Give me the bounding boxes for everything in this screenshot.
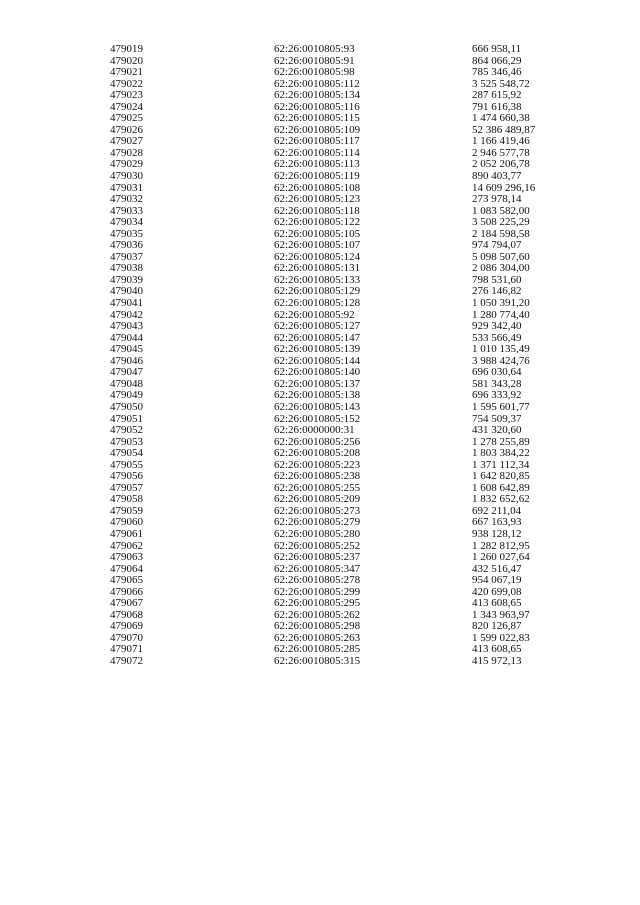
value-cell: 890 403,77 [472,170,522,183]
value-cell: 974 794,07 [472,239,522,252]
row-id-cell: 479039 [110,273,143,286]
row-id-cell: 479054 [110,447,143,460]
value-cell: 1 343 963,97 [472,608,530,621]
cadastral-number-cell: 62:26:0010805:138 [274,389,361,402]
value-cell: 276 146,82 [472,285,522,298]
value-cell: 420 699,08 [472,585,522,598]
cadastral-number-cell: 62:26:0010805:262 [274,608,361,621]
value-cell: 1 599 022,83 [472,631,530,644]
value-cell: 667 163,93 [472,516,522,529]
value-cell: 1 050 391,20 [472,297,530,310]
value-cell: 696 030,64 [472,366,522,379]
row-id-cell: 479031 [110,181,143,194]
cadastral-number-cell: 62:26:0010805:252 [274,539,361,552]
cadastral-number-cell: 62:26:0010805:128 [274,297,361,310]
value-cell: 581 343,28 [472,377,522,390]
value-cell: 929 342,40 [472,320,522,333]
row-id-cell: 479062 [110,539,143,552]
cadastral-number-cell: 62:26:0010805:298 [274,620,361,633]
table-row [110,321,572,333]
cadastral-number-cell: 62:26:0010805:98 [274,66,355,79]
value-cell: 14 609 296,16 [472,181,536,194]
table-row [110,656,572,668]
cadastral-number-cell: 62:26:0010805:263 [274,631,361,644]
value-cell: 1 608 642,89 [472,481,530,494]
table-row [110,402,572,414]
value-cell: 696 333,92 [472,389,522,402]
row-id-cell: 479045 [110,343,143,356]
cadastral-number-cell: 62:26:0010805:112 [274,77,360,90]
value-cell: 1 371 112,34 [472,458,530,471]
row-id-cell: 479071 [110,643,143,656]
cadastral-number-cell: 62:26:0010805:209 [274,493,361,506]
row-id-cell: 479023 [110,89,143,102]
cadastral-number-cell: 62:26:0010805:118 [274,204,360,217]
row-id-cell: 479065 [110,574,143,587]
cadastral-number-cell: 62:26:0000000:31 [274,424,355,437]
cadastral-number-cell: 62:26:0010805:114 [274,146,360,159]
cadastral-number-cell: 62:26:0010805:105 [274,227,361,240]
table-row [110,44,572,56]
cadastral-number-cell: 62:26:0010805:299 [274,585,361,598]
cadastral-number-cell: 62:26:0010805:119 [274,170,360,183]
row-id-cell: 479020 [110,54,143,67]
table-row [110,529,572,541]
row-id-cell: 479052 [110,424,143,437]
row-id-cell: 479022 [110,77,143,90]
cadastral-number-cell: 62:26:0010805:123 [274,193,361,206]
cadastral-number-cell: 62:26:0010805:92 [274,308,355,321]
cadastral-number-cell: 62:26:0010805:129 [274,285,361,298]
cadastral-number-cell: 62:26:0010805:280 [274,527,361,540]
row-id-cell: 479025 [110,112,143,125]
value-cell: 2 052 206,78 [472,158,530,171]
table-row [110,90,572,102]
table-row [110,425,572,437]
cadastral-number-cell: 62:26:0010805:137 [274,377,361,390]
cadastral-number-cell: 62:26:0010805:143 [274,400,361,413]
cadastral-number-cell: 62:26:0010805:117 [274,135,360,148]
row-id-cell: 479053 [110,435,143,448]
cadastral-number-cell: 62:26:0010805:109 [274,123,361,136]
value-cell: 2 086 304,00 [472,262,530,275]
cadastral-number-cell: 62:26:0010805:113 [274,158,360,171]
value-cell: 785 346,46 [472,66,522,79]
cadastral-number-cell: 62:26:0010805:108 [274,181,361,194]
row-id-cell: 479056 [110,470,143,483]
value-cell: 791 616,38 [472,100,522,113]
value-cell: 1 260 027,64 [472,551,530,564]
table-body [110,44,572,668]
row-id-cell: 479068 [110,608,143,621]
row-id-cell: 479044 [110,331,143,344]
value-cell: 2 184 598,58 [472,227,530,240]
value-cell: 413 608,65 [472,643,522,656]
value-cell: 413 608,65 [472,597,522,610]
row-id-cell: 479050 [110,400,143,413]
row-id-cell: 479040 [110,285,143,298]
row-id-cell: 479036 [110,239,143,252]
cadastral-number-cell: 62:26:0010805:238 [274,470,361,483]
cadastral-number-cell: 62:26:0010805:122 [274,216,361,229]
value-cell: 273 978,14 [472,193,522,206]
value-cell: 1 278 255,89 [472,435,530,448]
value-cell: 666 958,11 [472,43,522,55]
row-id-cell: 479042 [110,308,143,321]
table-row [110,575,572,587]
row-id-cell: 479029 [110,158,143,171]
value-cell: 5 098 507,60 [472,250,530,263]
cadastral-number-cell: 62:26:0010805:140 [274,366,361,379]
cadastral-number-cell: 62:26:0010805:139 [274,343,361,356]
value-cell: 1 642 820,85 [472,470,530,483]
cadastral-number-cell: 62:26:0010805:237 [274,551,361,564]
value-cell: 1 803 384,22 [472,447,530,460]
value-cell: 1 595 601,77 [472,400,530,413]
row-id-cell: 479038 [110,262,143,275]
row-id-cell: 479034 [110,216,143,229]
cadastral-number-cell: 62:26:0010805:255 [274,481,361,494]
row-id-cell: 479021 [110,66,143,79]
row-id-cell: 479041 [110,297,143,310]
row-id-cell: 479028 [110,146,143,159]
value-cell: 864 066,29 [472,54,522,67]
value-cell: 52 386 489,87 [472,123,536,136]
value-cell: 415 972,13 [472,654,522,667]
cadastral-number-cell: 62:26:0010805:115 [274,112,360,125]
row-id-cell: 479046 [110,354,143,367]
row-id-cell: 479064 [110,562,143,575]
value-cell: 3 508 225,29 [472,216,530,229]
row-id-cell: 479069 [110,620,143,633]
table-row [110,448,572,460]
value-cell: 3 525 548,72 [472,77,530,90]
value-cell: 533 566,49 [472,331,522,344]
value-cell: 692 211,04 [472,504,522,517]
cadastral-number-cell: 62:26:0010805:133 [274,273,361,286]
cadastral-number-cell: 62:26:0010805:152 [274,412,361,425]
value-cell: 1 083 582,00 [472,204,530,217]
row-id-cell: 479070 [110,631,143,644]
cadastral-number-cell: 62:26:0010805:127 [274,320,361,333]
value-cell: 1 280 774,40 [472,308,530,321]
value-cell: 820 126,87 [472,620,522,633]
row-id-cell: 479026 [110,123,143,136]
value-cell: 1 474 660,38 [472,112,530,125]
cadastral-value-table [110,44,572,668]
cadastral-number-cell: 62:26:0010805:208 [274,447,361,460]
cadastral-number-cell: 62:26:0010805:256 [274,435,361,448]
cadastral-number-cell: 62:26:0010805:144 [274,354,361,367]
cadastral-number-cell: 62:26:0010805:124 [274,250,361,263]
cadastral-number-cell: 62:26:0010805:91 [274,54,355,67]
row-id-cell: 479027 [110,135,143,148]
row-id-cell: 479043 [110,320,143,333]
cadastral-number-cell: 62:26:0010805:315 [274,654,361,667]
row-id-cell: 479019 [110,43,143,55]
cadastral-number-cell: 62:26:0010805:279 [274,516,361,529]
cadastral-number-cell: 62:26:0010805:223 [274,458,361,471]
row-id-cell: 479061 [110,527,143,540]
value-cell: 2 946 577,78 [472,146,530,159]
value-cell: 287 615,92 [472,89,522,102]
row-id-cell: 479048 [110,377,143,390]
value-cell: 754 509,37 [472,412,522,425]
cadastral-number-cell: 62:26:0010805:107 [274,239,361,252]
row-id-cell: 479057 [110,481,143,494]
table-row [110,552,572,564]
cadastral-number-cell: 62:26:0010805:134 [274,89,361,102]
row-id-cell: 479024 [110,100,143,113]
cadastral-number-cell: 62:26:0010805:295 [274,597,361,610]
row-id-cell: 479059 [110,504,143,517]
value-cell: 1 010 135,49 [472,343,530,356]
cadastral-number-cell: 62:26:0010805:131 [274,262,361,275]
row-id-cell: 479047 [110,366,143,379]
row-id-cell: 479051 [110,412,143,425]
row-id-cell: 479030 [110,170,143,183]
value-cell: 938 128,12 [472,527,522,540]
row-id-cell: 479060 [110,516,143,529]
value-cell: 1 832 652,62 [472,493,530,506]
row-id-cell: 479032 [110,193,143,206]
cadastral-number-cell: 62:26:0010805:278 [274,574,361,587]
row-id-cell: 479058 [110,493,143,506]
row-id-cell: 479063 [110,551,143,564]
value-cell: 3 988 424,76 [472,354,530,367]
cadastral-number-cell: 62:26:0010805:93 [274,43,355,55]
row-id-cell: 479066 [110,585,143,598]
table-row [110,67,572,79]
table-row [110,194,572,206]
value-cell: 1 282 812,95 [472,539,530,552]
row-id-cell: 479067 [110,597,143,610]
row-id-cell: 479033 [110,204,143,217]
table-row [110,298,572,310]
row-id-cell: 479049 [110,389,143,402]
value-cell: 1 166 419,46 [472,135,530,148]
row-id-cell: 479037 [110,250,143,263]
value-cell: 432 516,47 [472,562,522,575]
row-id-cell: 479055 [110,458,143,471]
cadastral-number-cell: 62:26:0010805:285 [274,643,361,656]
cadastral-number-cell: 62:26:0010805:347 [274,562,361,575]
value-cell: 431 320,60 [472,424,522,437]
table-row [110,171,572,183]
cadastral-number-cell: 62:26:0010805:147 [274,331,361,344]
cadastral-number-cell: 62:26:0010805:116 [274,100,360,113]
value-cell: 798 531,60 [472,273,522,286]
row-id-cell: 479072 [110,654,143,667]
row-id-cell: 479035 [110,227,143,240]
value-cell: 954 067,19 [472,574,522,587]
cadastral-number-cell: 62:26:0010805:273 [274,504,361,517]
